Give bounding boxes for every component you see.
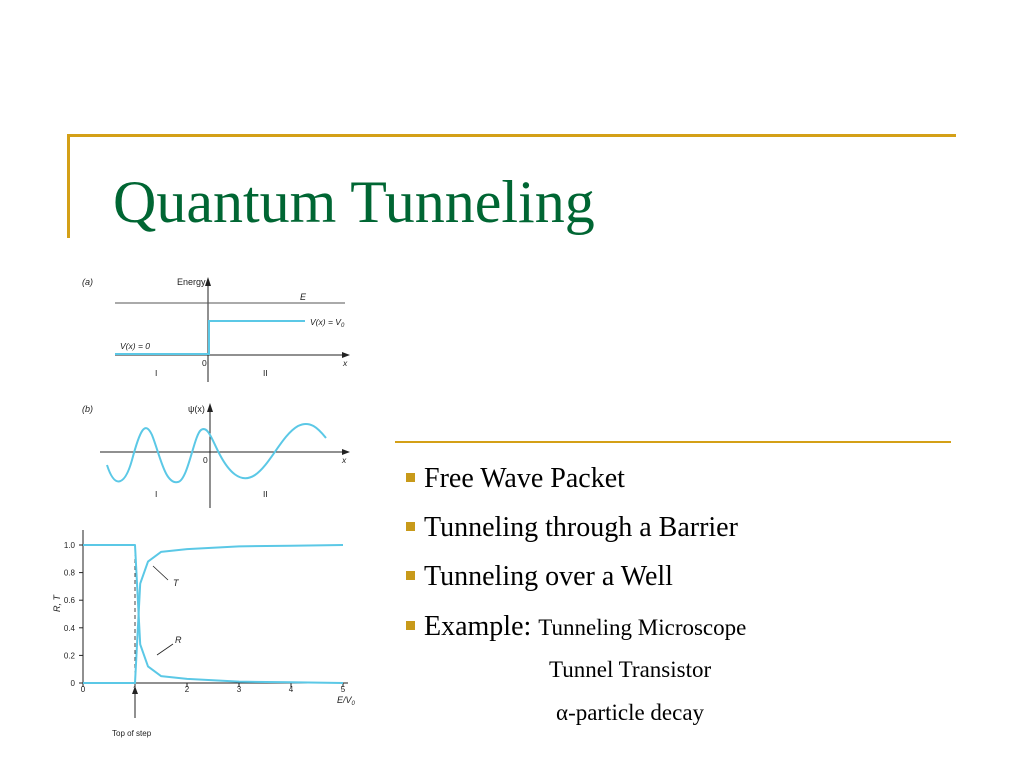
- figure-a-energy-label: E: [300, 292, 307, 302]
- figure-b-wave-curve: [107, 424, 326, 482]
- figure-a-panel-label: (a): [82, 277, 93, 287]
- rt-chart-series-r-label: R: [175, 635, 182, 645]
- sub-item-tunnel-transistor: Tunnel Transistor: [549, 657, 712, 682]
- series-R-line: [83, 545, 343, 683]
- bullet-item-4: [406, 611, 746, 643]
- y-tick-label: 0: [70, 679, 75, 688]
- bullet-marker: [406, 621, 415, 630]
- slide-title: Quantum Tunneling: [113, 169, 595, 235]
- figure-a-potential-left-label: V(x) = 0: [120, 341, 150, 351]
- bullet-item-3: [406, 561, 673, 593]
- figure-a-region-1: I: [155, 368, 158, 378]
- rt-chart-ylabel: R, T: [52, 595, 62, 612]
- bullet-marker: [406, 571, 415, 580]
- figure-b-x-label: x: [342, 455, 347, 465]
- y-tick-label: 0.8: [63, 568, 75, 578]
- figure-a-y-label: Energy: [177, 277, 206, 287]
- figure-b-region-1: I: [155, 489, 158, 499]
- bullet-text-tail: Tunneling Microscope: [538, 615, 747, 640]
- x-tick-label: 5: [340, 685, 346, 694]
- figure-b-y-label: ψ(x): [188, 404, 205, 414]
- y-tick-label: 0.2: [63, 651, 75, 661]
- content-divider-rule: [395, 441, 951, 443]
- figure-b-wavefunction: [75, 400, 365, 512]
- y-tick-label: 1.0: [63, 541, 75, 550]
- x-tick-label: 0: [80, 685, 86, 694]
- figure-a-region-2: II: [263, 368, 268, 378]
- sub-item-alpha-decay: [556, 700, 704, 726]
- bullet-text: Tunneling through a Barrier: [424, 512, 738, 543]
- figure-a-potential-right-label: $V(x) = V_0$: [310, 317, 345, 329]
- x-tick-label: 1: [132, 685, 138, 694]
- y-tick-label: 0.6: [63, 596, 75, 606]
- series-T-line: [83, 545, 343, 683]
- x-tick-label: 3: [236, 685, 242, 694]
- figure-a-step-potential: [75, 270, 365, 385]
- figure-a-origin: 0: [202, 358, 207, 368]
- bullet-text: Free Wave Packet: [424, 463, 625, 494]
- figure-b-region-2: II: [263, 489, 268, 499]
- rt-chart: [50, 525, 370, 745]
- figure-a-x-label: x: [343, 358, 348, 368]
- rt-chart-xlabel: $E/V_0$: [337, 695, 355, 707]
- bullet-marker: [406, 522, 415, 531]
- y-tick-label: 0.4: [63, 623, 75, 633]
- rt-chart-annotation: Top of step: [112, 729, 152, 738]
- bullet-text: Example:: [424, 611, 539, 642]
- bullet-text: Tunneling over a Well: [424, 561, 673, 592]
- bullet-marker: [406, 473, 415, 482]
- x-tick-label: 2: [184, 685, 190, 694]
- title-side-rule: [67, 134, 70, 238]
- sub-item-alpha-decay-text: -particle decay: [568, 700, 705, 725]
- x-tick-label: 4: [288, 685, 294, 694]
- rt-chart-series-t-label: T: [173, 578, 179, 588]
- figure-b-origin: 0: [203, 455, 208, 465]
- figure-b-panel-label: (b): [82, 404, 93, 414]
- title-top-rule: [67, 134, 956, 137]
- rt-chart-series-t-leader: [153, 566, 168, 580]
- rt-chart-series-r-leader: [157, 644, 173, 655]
- bullet-item-1: [406, 463, 625, 495]
- bullet-item-2: [406, 512, 738, 544]
- alpha-symbol: α: [556, 700, 569, 725]
